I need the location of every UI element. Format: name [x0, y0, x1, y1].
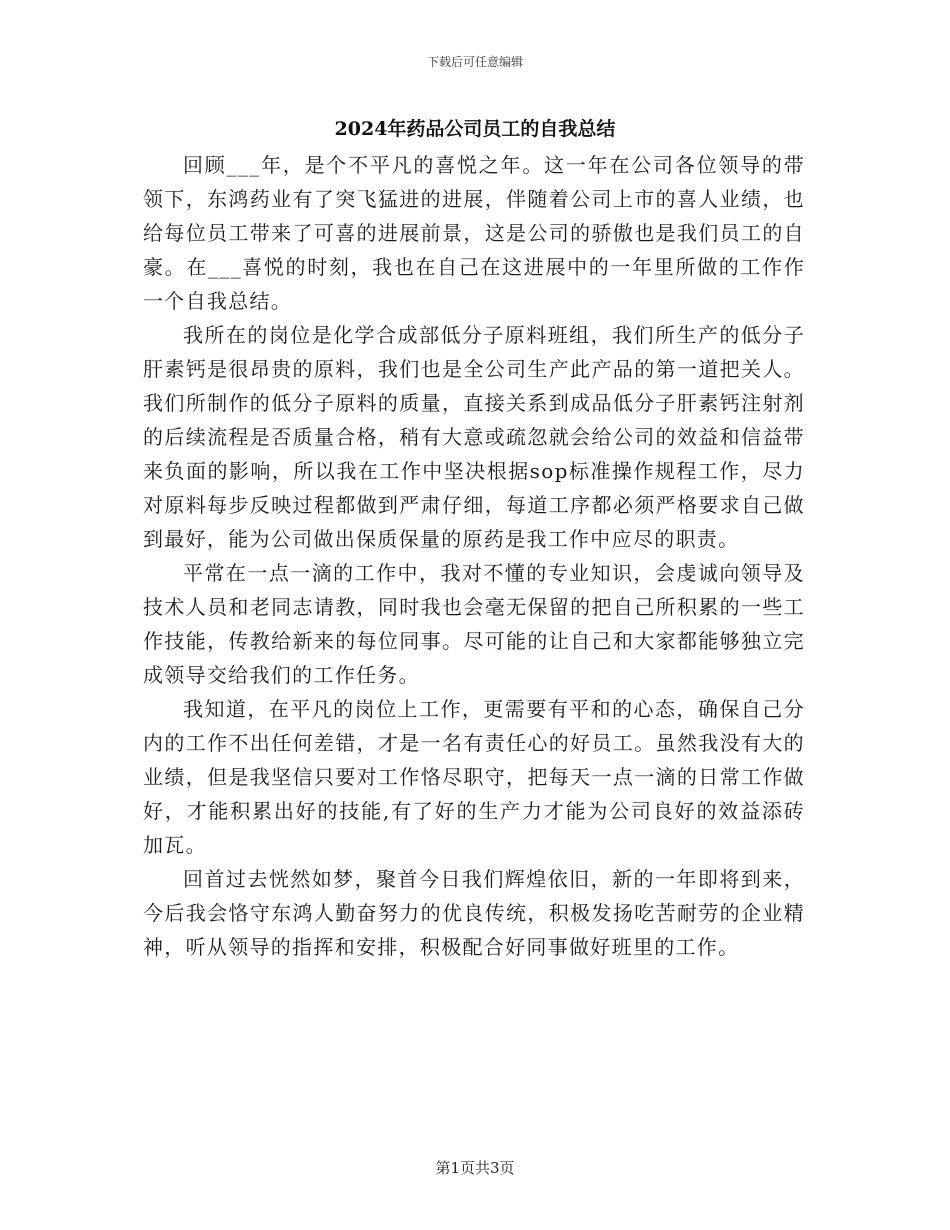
paragraph-2: 我所在的岗位是化学合成部低分子原料班组，我们所生产的低分子肝素钙是很昂贵的原料，我们也是全公司生产此产品的第一道把关人。我们所制作的低分子原料的质量，直接关系到成品低分子肝素钙注射剂的后续流程是否质量合格，稍有大意或疏忽就会给公司的效益和信益带来负面的影响，所以我在工作中坚决根据sop标准操作规程工作，尽力对原料每步反映过程都做到严肃仔细，每道工序都必须严格要求自己做到最好，能为公司做出保质保量的原药是我工作中应尽的职责。 — [143, 323, 805, 551]
paragraph-1: 回顾___年，是个不平凡的喜悦之年。这一年在公司各位领导的带领下，东鸿药业有了突飞猛进的进展，伴随着公司上市的喜人业绩，也给每位员工带来了可喜的进展前景，这是公司的骄傲也是我们员工的自豪。在___喜悦的时刻，我也在自己在这进展中的一年里所做的工作作一个自我总结。 — [143, 153, 805, 313]
document-body — [143, 148, 805, 964]
page-number-footer: 第1页共3页 — [435, 1159, 515, 1177]
paragraph-4: 我知道，在平凡的岗位上工作，更需要有平和的心态，确保自己分内的工作不出任何差错，才是一名有责任心的好员工。虽然我没有大的业绩，但是我坚信只要对工作恪尽职守，把每天一点一滴的日常工作做好，才能积累出好的技能,有了好的生产力才能为公司良好的效益添砖加瓦。 — [143, 697, 805, 857]
document-title: 2024年药品公司员工的自我总结 — [334, 118, 616, 140]
header-note: 下载后可任意编辑 — [426, 55, 523, 69]
paragraph-5: 回首过去恍然如梦，聚首今日我们辉煌依旧，新的一年即将到来，今后我会恪守东鸿人勤奋努力的优良传统，积极发扬吃苦耐劳的企业精神，听从领导的指挥和安排，积极配合好同事做好班里的工作。 — [143, 867, 805, 959]
paragraph-3: 平常在一点一滴的工作中，我对不懂的专业知识，会虔诚向领导及技术人员和老同志请教，同时我也会毫无保留的把自己所积累的一些工作技能，传教给新来的每位同事。尽可能的让自己和大家都能够独立完成领导交给我们的工作任务。 — [143, 561, 805, 687]
